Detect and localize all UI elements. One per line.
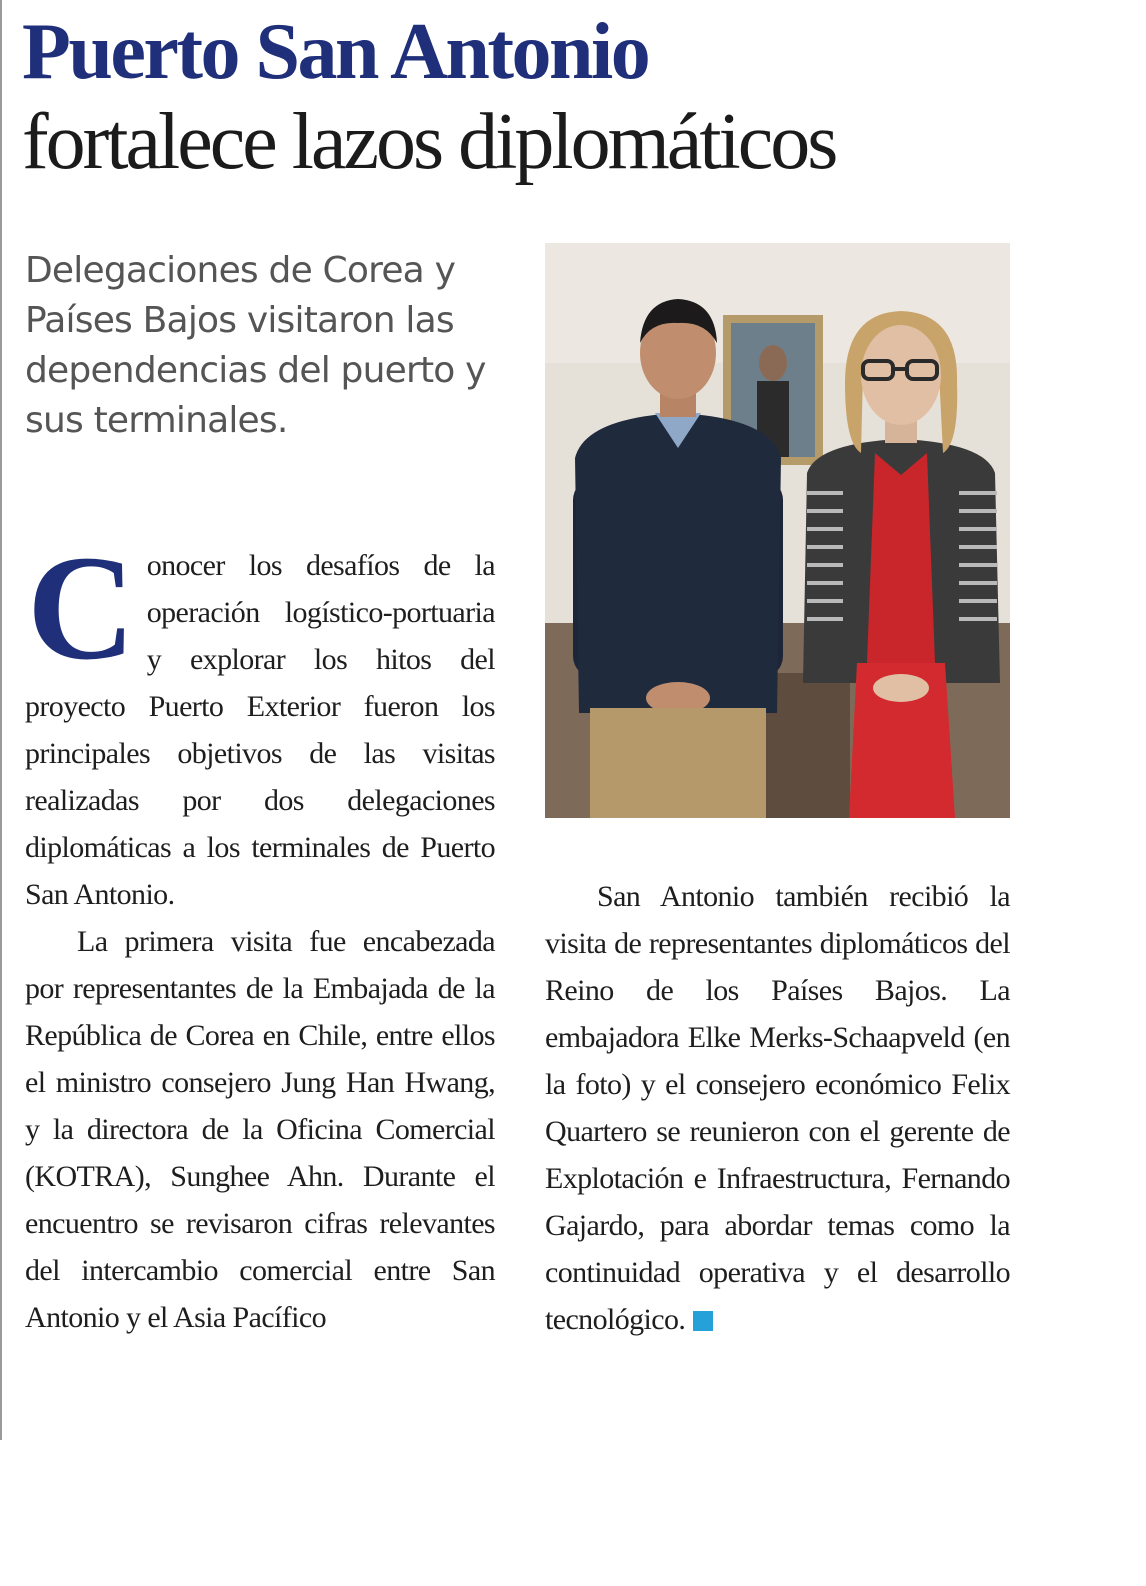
photo-illustration: [545, 243, 1010, 818]
headline-line-2: fortalece lazos diplomáticos: [22, 98, 836, 186]
end-of-article-square-icon: [693, 1311, 713, 1331]
article-photo: [545, 243, 1010, 818]
article-paragraph-1: [25, 525, 495, 918]
paragraph-1-text: onocer los desafíos de la operación logístico-portuaria y explorar los hitos del proyecto Puerto Exterior fueron los principales objetivos de las visitas realizadas por dos delegaciones diplomáticas a los terminales de Puerto San Antonio.: [25, 549, 495, 911]
headline: [22, 8, 835, 188]
headline-line-1: Puerto San Antonio: [22, 8, 649, 96]
paragraph-3-text: San Antonio también recibió la visita de representantes diplomáticos del Reino de los Países Bajos. La embajadora Elke Merks-Schaapveld (en la foto) y el consejero económico Felix Quartero se reunieron con el gerente de Explotación e Infraestructura, Fernando Gajardo, para abordar temas como la continuidad operativa y el desarrollo tecnológico.: [545, 880, 1010, 1336]
deck-subtitle: Delegaciones de Corea y Países Bajos visitaron las dependencias del puerto y sus terminales.: [25, 250, 486, 441]
drop-cap: C: [27, 525, 135, 691]
article-body-column-left: [25, 525, 495, 1341]
article-body-column-right: [545, 873, 1010, 1343]
column-rule: [0, 0, 2, 1440]
article-paragraph-3: [545, 873, 1010, 1343]
article-paragraph-2: La primera visita fue encabezada por representantes de la Embajada de la República de Corea en Chile, entre ellos el ministro consejero Jung Han Hwang, y la directora de la Oficina Comercial (KOTRA), Sunghee Ahn. Durante el encuentro se revisaron cifras relevantes del intercambio comercial entre San Antonio y el Asia Pacífico: [25, 925, 495, 1334]
